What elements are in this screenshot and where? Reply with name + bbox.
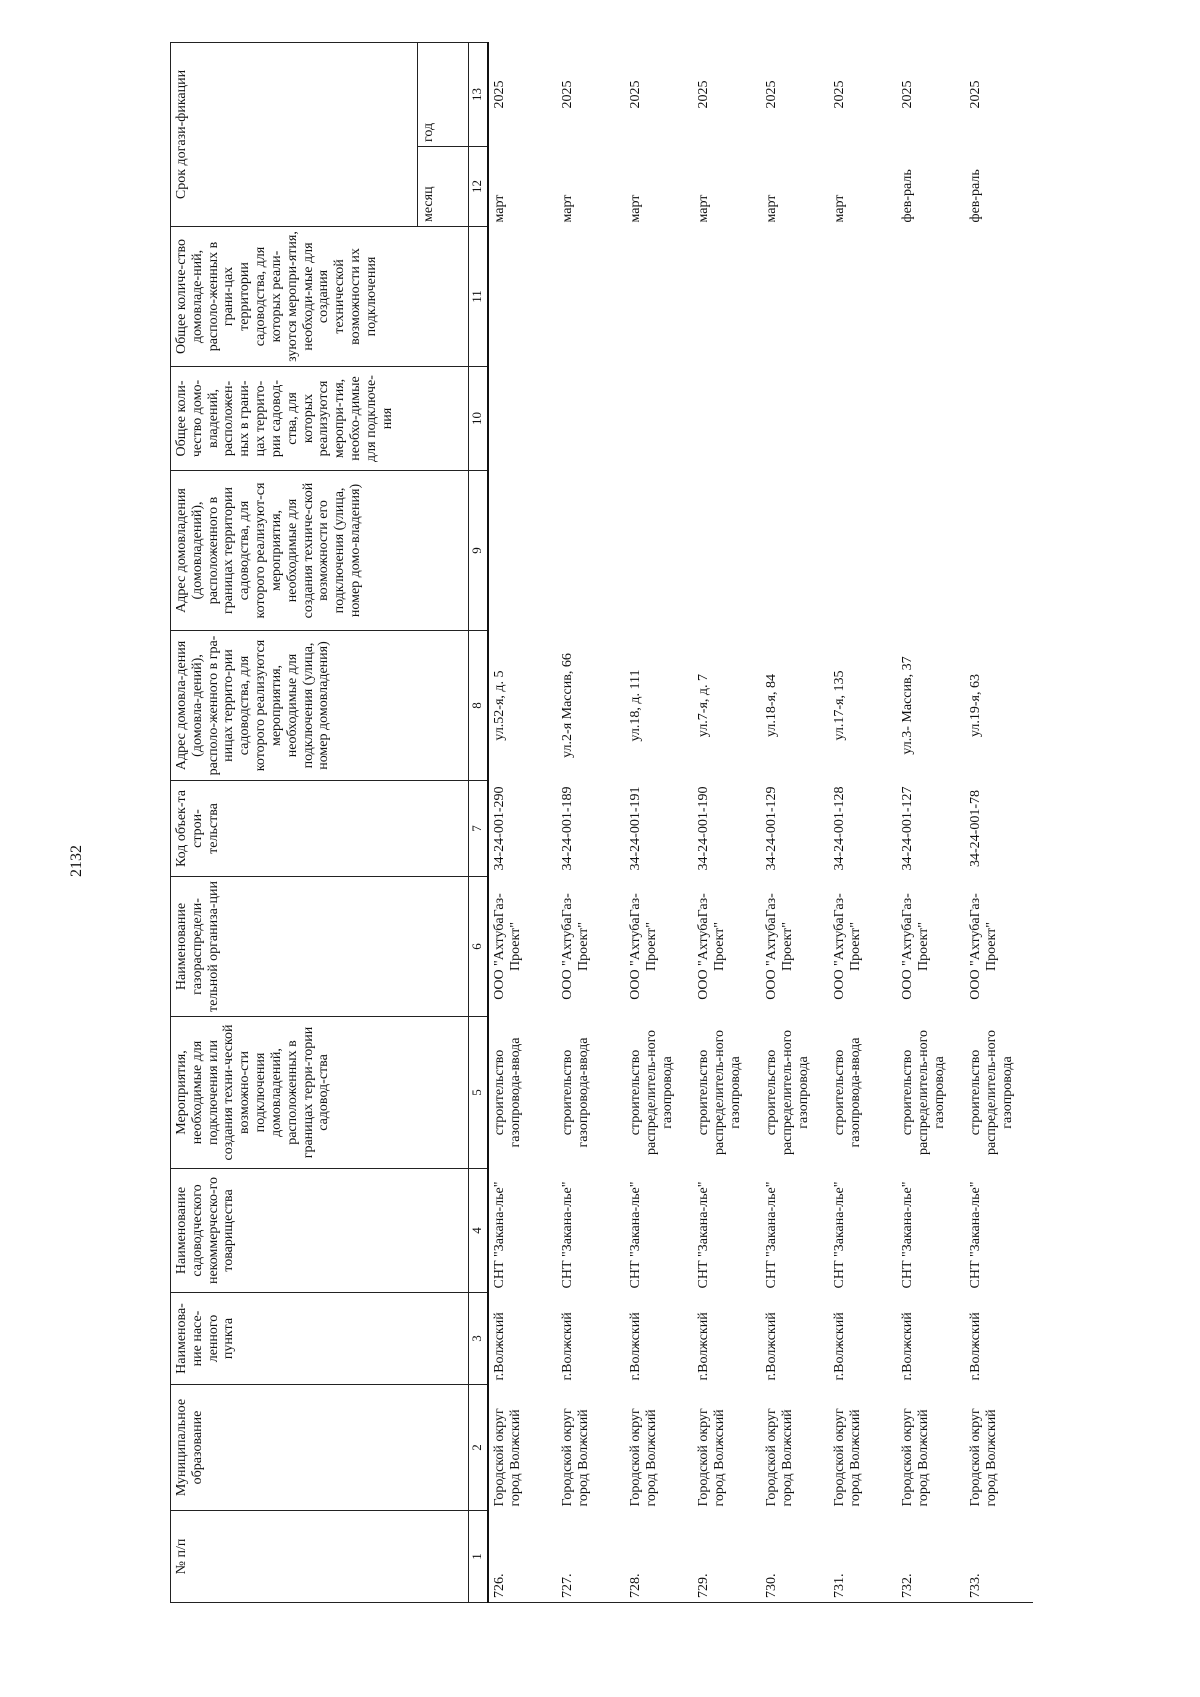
cell-measures: строительство распределитель-ного газопровода <box>968 1030 1015 1156</box>
cell-gas-org: ООО "АхтубаГаз-Проект" <box>560 893 591 1000</box>
cell-object-code: 34-24-001-128 <box>832 786 847 871</box>
header-num: № п/п <box>171 1511 469 1603</box>
cell-object-code: 34-24-001-290 <box>492 786 507 871</box>
cell-snt: СНТ "Закана-лье" <box>696 1181 711 1289</box>
column-number: 9 <box>469 471 489 631</box>
cell-municipality: Городской округ город Волжский <box>764 1408 795 1507</box>
cell-measures: строительство распределитель-ного газопровода <box>628 1030 675 1156</box>
cell-month: фев-раль <box>900 169 915 223</box>
cell-total-tech <box>761 227 829 367</box>
cell-settlement: г.Волжский <box>492 1312 507 1381</box>
cell-gas-org: ООО "АхтубаГаз-Проект" <box>492 893 523 1000</box>
cell-measures: строительство газопровода-ввода <box>832 1037 863 1148</box>
cell-snt: СНТ "Закана-лье" <box>968 1181 983 1289</box>
cell-total-connect <box>965 367 1033 471</box>
cell-object-code: 34-24-001-190 <box>696 786 711 871</box>
table-row <box>761 43 829 1603</box>
cell-settlement: г.Волжский <box>900 1312 915 1381</box>
cell-settlement: г.Волжский <box>832 1312 847 1381</box>
cell-year: 2025 <box>900 80 915 109</box>
cell-num: 728. <box>625 1511 693 1603</box>
cell-total-connect <box>488 367 557 471</box>
header-year: год <box>418 43 469 147</box>
cell-settlement: г.Волжский <box>764 1312 779 1381</box>
cell-gas-org: ООО "АхтубаГаз-Проект" <box>968 893 999 1000</box>
column-number: 4 <box>469 1169 489 1293</box>
cell-gas-org: ООО "АхтубаГаз-Проект" <box>900 893 931 1000</box>
header-total-tech: Общее количе-ство домовладе-ний, располо-женных в грани-цах территории садоводства, для которых реали-зуются меропри-ятия, необходи-мые для создания технической возможности их подключения <box>171 227 469 367</box>
cell-snt: СНТ "Закана-лье" <box>764 1181 779 1289</box>
cell-address-tech <box>693 471 761 631</box>
cell-year: 2025 <box>560 80 575 109</box>
column-number: 7 <box>469 781 489 877</box>
header-deadline: Срок догази-фикации <box>171 43 418 227</box>
cell-total-tech <box>557 227 625 367</box>
cell-measures: строительство газопровода-ввода <box>560 1037 591 1148</box>
header-address-multi: Адрес домовла-дения (домовла-дений), располо-женного в гра-ницах террито-рии садоводства, для которого реализуются мероприятия, необходимые для подключения (улица, номер домовладения) <box>171 631 469 781</box>
header-measures: Мероприятия, необходимые для подключения или создания техни-ческой возможно-сти подключения домовладений, расположенных в границах терри-тории садовод-ства <box>171 1017 469 1169</box>
column-number: 2 <box>469 1385 489 1511</box>
cell-year: 2025 <box>764 80 779 109</box>
cell-measures: строительство газопровода-ввода <box>492 1037 523 1148</box>
cell-object-code: 34-24-001-78 <box>968 790 983 867</box>
table-row <box>625 43 693 1603</box>
column-number: 1 <box>469 1511 489 1603</box>
table-row <box>693 43 761 1603</box>
header-settlement: Наименова-ние насе-ленного пункта <box>171 1293 469 1385</box>
cell-total-tech <box>897 227 965 367</box>
header-month: месяц <box>418 147 469 227</box>
cell-total-tech <box>965 227 1033 367</box>
header-gas-org: Наименование газораспредели-тельной организа-ции <box>171 877 469 1017</box>
cell-total-connect <box>625 367 693 471</box>
cell-address-multi: ул.3- Массив, 37 <box>900 656 915 755</box>
cell-total-connect <box>557 367 625 471</box>
cell-num: 726. <box>488 1511 557 1603</box>
cell-address-multi: ул.7-я, д. 7 <box>696 673 711 738</box>
table-header <box>171 43 489 1603</box>
cell-municipality: Городской округ город Волжский <box>968 1408 999 1507</box>
cell-address-tech <box>761 471 829 631</box>
cell-total-connect <box>761 367 829 471</box>
cell-month: март <box>560 194 575 223</box>
table-row <box>557 43 625 1603</box>
cell-month: март <box>696 194 711 223</box>
cell-municipality: Городской округ город Волжский <box>696 1408 727 1507</box>
cell-gas-org: ООО "АхтубаГаз-Проект" <box>696 893 727 1000</box>
cell-month: фев-раль <box>968 169 983 223</box>
cell-year: 2025 <box>628 80 643 109</box>
cell-gas-org: ООО "АхтубаГаз-Проект" <box>832 893 863 1000</box>
header-object-code: Код объек-та строи-тельства <box>171 781 469 877</box>
cell-num: 727. <box>557 1511 625 1603</box>
table-row <box>829 43 897 1603</box>
cell-snt: СНТ "Закана-лье" <box>492 1181 507 1289</box>
rotated-table-container <box>170 43 1040 1603</box>
cell-address-multi: ул.18, д. 111 <box>628 669 643 742</box>
cell-object-code: 34-24-001-189 <box>560 786 575 871</box>
cell-object-code: 34-24-001-129 <box>764 786 779 871</box>
table-row <box>965 43 1033 1603</box>
cell-year: 2025 <box>696 80 711 109</box>
cell-municipality: Городской округ город Волжский <box>628 1408 659 1507</box>
page-number: 2132 <box>68 845 85 877</box>
cell-snt: СНТ "Закана-лье" <box>900 1181 915 1289</box>
cell-address-tech <box>557 471 625 631</box>
cell-address-tech <box>897 471 965 631</box>
cell-object-code: 34-24-001-127 <box>900 786 915 871</box>
cell-municipality: Городской округ город Волжский <box>492 1408 523 1507</box>
cell-total-connect <box>829 367 897 471</box>
header-address-tech: Адрес домовладения (домовладений), расположенного в границах территории садоводства, для которого реализуют-ся мероприятия, необходимые для создания техниче-ской возможности его подключения (улица, номер домо-владения) <box>171 471 469 631</box>
cell-year: 2025 <box>492 80 507 109</box>
column-number-row <box>469 43 489 1603</box>
cell-settlement: г.Волжский <box>628 1312 643 1381</box>
cell-address-tech <box>829 471 897 631</box>
column-number: 12 <box>469 147 489 227</box>
table-body <box>488 43 1033 1603</box>
cell-address-tech <box>625 471 693 631</box>
cell-total-tech <box>693 227 761 367</box>
cell-total-connect <box>897 367 965 471</box>
cell-year: 2025 <box>832 80 847 109</box>
cell-object-code: 34-24-001-191 <box>628 786 643 871</box>
cell-address-tech <box>488 471 557 631</box>
cell-snt: СНТ "Закана-лье" <box>560 1181 575 1289</box>
column-number: 6 <box>469 877 489 1017</box>
header-total-connect: Общее коли-чество домо-владений, расположен-ных в грани-цах террито-рии садовод-ства, для которых реализуются меропри-тия, необхо-димые для подключе-ния <box>171 367 469 471</box>
cell-year: 2025 <box>968 80 983 109</box>
cell-address-multi: ул.17-я, 135 <box>832 670 847 741</box>
column-number: 13 <box>469 43 489 147</box>
column-number: 3 <box>469 1293 489 1385</box>
cell-month: март <box>492 194 507 223</box>
cell-gas-org: ООО "АхтубаГаз-Проект" <box>628 893 659 1000</box>
cell-total-tech <box>625 227 693 367</box>
column-number: 8 <box>469 631 489 781</box>
cell-address-multi: ул.2-я Массив, 66 <box>560 653 575 758</box>
cell-total-connect <box>693 367 761 471</box>
cell-num: 729. <box>693 1511 761 1603</box>
column-number: 11 <box>469 227 489 367</box>
cell-month: март <box>832 194 847 223</box>
cell-settlement: г.Волжский <box>696 1312 711 1381</box>
column-number: 10 <box>469 367 489 471</box>
cell-settlement: г.Волжский <box>560 1312 575 1381</box>
cell-snt: СНТ "Закана-лье" <box>628 1181 643 1289</box>
cell-num: 732. <box>897 1511 965 1603</box>
cell-month: март <box>628 194 643 223</box>
cell-num: 733. <box>965 1511 1033 1603</box>
cell-measures: строительство распределитель-ного газопровода <box>900 1030 947 1156</box>
cell-address-tech <box>965 471 1033 631</box>
cell-month: март <box>764 194 779 223</box>
cell-municipality: Городской округ город Волжский <box>560 1408 591 1507</box>
cell-total-tech <box>488 227 557 367</box>
cell-gas-org: ООО "АхтубаГаз-Проект" <box>764 893 795 1000</box>
cell-total-tech <box>829 227 897 367</box>
cell-num: 730. <box>761 1511 829 1603</box>
gasification-table <box>170 42 1033 1603</box>
table-row <box>897 43 965 1603</box>
cell-measures: строительство распределитель-ного газопровода <box>764 1030 811 1156</box>
cell-num: 731. <box>829 1511 897 1603</box>
header-snt: Наименование садоводческого некоммерческо-го товарищества <box>171 1169 469 1293</box>
cell-address-multi: ул.52-я, д. 5 <box>492 670 507 741</box>
cell-settlement: г.Волжский <box>968 1312 983 1381</box>
cell-municipality: Городской округ город Волжский <box>900 1408 931 1507</box>
header-municipality: Муниципальное образование <box>171 1385 469 1511</box>
cell-address-multi: ул.18-я, 84 <box>764 674 779 737</box>
cell-snt: СНТ "Закана-лье" <box>832 1181 847 1289</box>
column-number: 5 <box>469 1017 489 1169</box>
table-row <box>488 43 557 1603</box>
cell-municipality: Городской округ город Волжский <box>832 1408 863 1507</box>
cell-measures: строительство распределитель-ного газопровода <box>696 1030 743 1156</box>
cell-address-multi: ул.19-я, 63 <box>968 674 983 737</box>
